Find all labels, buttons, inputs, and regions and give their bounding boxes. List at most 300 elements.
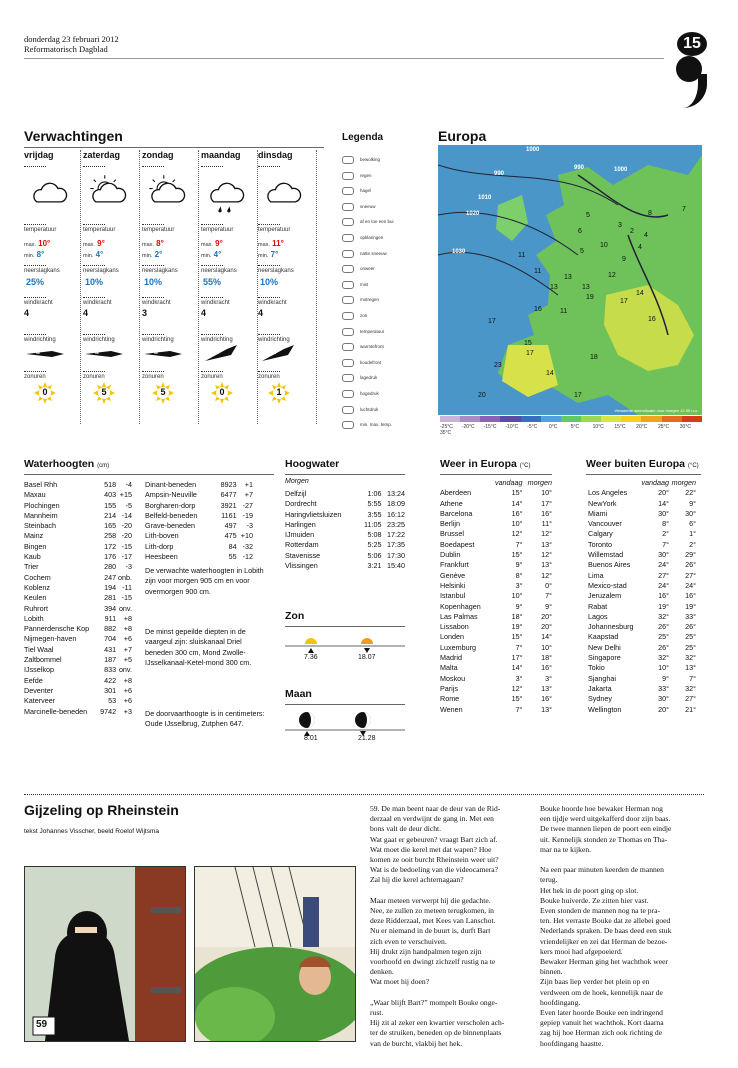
row-name: Rabat <box>588 601 608 611</box>
story-line: Nu er niemand in de buurt is, durft Bart <box>370 926 491 936</box>
table-row <box>588 540 696 550</box>
tide-table <box>285 489 405 571</box>
table-row <box>24 531 132 541</box>
table-row <box>588 488 696 498</box>
story-line: rust. <box>370 1008 384 1018</box>
row-value: 12° <box>511 529 523 539</box>
row-name: Calgary <box>588 529 613 539</box>
min-label: min. <box>142 253 153 259</box>
story-line: Nee, ze zullen zo meteen terugkomen, in <box>370 906 494 916</box>
max-temp <box>24 239 80 248</box>
max-value: 9° <box>97 239 105 248</box>
divider <box>258 166 280 167</box>
row-value: 11:05 <box>364 519 382 529</box>
sun-hours-badge <box>211 382 233 404</box>
table-row <box>588 550 696 560</box>
row-name: Harlingen <box>285 519 316 529</box>
row-value: -19 <box>242 510 253 520</box>
row-value: 16° <box>685 591 696 601</box>
legend-symbol-icon <box>342 359 354 367</box>
row-name: Pannerdensche Kop <box>24 624 90 634</box>
rain-chance: 10% <box>260 277 279 287</box>
rain-label: neerslagkans <box>142 268 178 274</box>
legend-item <box>342 421 392 429</box>
sun-title: Zon <box>285 610 305 622</box>
row-name: Lagos <box>588 611 608 621</box>
row-value: 13:24 <box>387 489 405 498</box>
row-value: 30° <box>658 508 669 518</box>
row-name: Plochingen <box>24 500 60 510</box>
legend-item <box>342 312 367 320</box>
scale-label: 35°C <box>440 430 452 436</box>
scale-swatch <box>601 416 621 422</box>
map-temperature: 13 <box>582 284 590 291</box>
row-value: 3921 <box>220 500 237 510</box>
max-label: max. <box>201 242 213 248</box>
wind-direction <box>24 345 80 363</box>
world-weather-rule <box>586 474 701 475</box>
row-name: Kaub <box>24 552 41 562</box>
map-temperature: 19 <box>586 294 594 301</box>
divider <box>24 265 46 266</box>
row-value: 475 <box>224 531 237 541</box>
table-row <box>285 499 405 509</box>
divider <box>142 297 164 298</box>
row-value: 5:08 <box>367 530 382 540</box>
row-name: Malta <box>440 663 458 673</box>
wooden-door <box>135 867 185 1041</box>
row-name: Mexico-stad <box>588 580 627 590</box>
divider <box>24 166 46 167</box>
sunset-icon <box>361 638 373 644</box>
story-line: voorhoofd en dwingt zichzelf rustig na te <box>370 957 496 967</box>
rain-cloud-icon <box>205 173 245 213</box>
legend-label: zon <box>360 313 368 319</box>
table-row <box>145 480 253 490</box>
temperature-scale <box>440 416 702 422</box>
row-value: 55 <box>228 552 237 562</box>
isobar-label: 990 <box>574 165 585 171</box>
world-weather-title-text: Weer buiten Europa <box>586 458 685 470</box>
row-value: 24° <box>658 560 669 570</box>
row-name: Genève <box>440 570 466 580</box>
row-value: 15° <box>511 550 523 560</box>
row-value: 20° <box>658 488 669 498</box>
table-row <box>285 561 405 571</box>
forecast-day <box>258 150 314 404</box>
sun-hours-badge <box>268 382 290 404</box>
map-temperature: 6 <box>578 228 582 235</box>
story-line: Wat is de bedoeling van die videocamera? <box>370 865 499 875</box>
legend-title: Legenda <box>342 132 384 143</box>
header-date: donderdag 23 februari 2012 <box>24 34 119 44</box>
table-row <box>24 614 132 624</box>
table-row <box>588 581 696 591</box>
row-value: 833 <box>104 665 117 675</box>
legend-symbol-icon <box>342 234 354 242</box>
legend-symbol-icon <box>342 374 354 382</box>
row-name: Vlissingen <box>285 561 318 571</box>
story-line: hoofdingang haastte. <box>540 1038 604 1048</box>
story-line: Bewaker Herman ging het wachthok weer <box>540 957 668 967</box>
comic-panel-1-art <box>25 867 185 1041</box>
legend-label: onweer <box>360 266 375 272</box>
row-name: Los Angeles <box>588 488 628 498</box>
story-line: Na een paar minuten keerden de mannen <box>540 865 664 875</box>
table-row <box>440 622 552 632</box>
table-row <box>440 591 552 601</box>
row-value: 27° <box>685 570 696 580</box>
table-row <box>588 602 696 612</box>
table-row <box>588 591 696 601</box>
row-value: 194 <box>104 582 117 592</box>
guard-figure <box>303 897 319 947</box>
rain-chance: 25% <box>26 277 45 287</box>
row-value: 172 <box>104 541 117 551</box>
row-value: 33° <box>658 683 669 693</box>
forecast-day <box>83 150 139 404</box>
divider <box>24 371 46 372</box>
table-row <box>24 593 132 603</box>
story-col-1 <box>370 804 530 1049</box>
row-name: Zaltbommel <box>24 655 62 665</box>
sun-hours-label: zonuren <box>201 374 223 380</box>
temp-label: temperatuur <box>83 227 116 233</box>
divider <box>258 224 280 225</box>
door-hinge <box>151 987 181 993</box>
story-line: Bouke huiverde. Ze zitten hier vast. <box>540 895 649 905</box>
row-name: Barcelona <box>440 508 473 518</box>
row-value: 18:09 <box>387 499 405 509</box>
row-value: -5 <box>125 500 132 510</box>
col-tomorrow: morgen <box>671 478 696 487</box>
story-line: Wat gaat er gebeuren? vraagt Bart zich af. <box>370 834 498 844</box>
sunset-time: 18.07 <box>358 654 376 661</box>
table-row <box>588 632 696 642</box>
sun-hours-badge <box>93 382 115 404</box>
sun-diagram <box>285 630 405 660</box>
table-row <box>588 612 696 622</box>
row-value: 16° <box>541 694 552 704</box>
divider <box>258 334 280 335</box>
row-value: 155 <box>104 500 117 510</box>
legend-symbol-icon <box>342 281 354 289</box>
table-row <box>24 542 132 552</box>
legend-label: temperatuur <box>360 328 385 334</box>
row-value: 53 <box>108 696 117 706</box>
day-separator <box>257 150 258 424</box>
row-name: Berlijn <box>440 519 460 529</box>
row-value: 33° <box>685 611 696 621</box>
row-name: Maxau <box>24 490 46 500</box>
temp-label: temperatuur <box>258 227 291 233</box>
sun-hours: 0 <box>42 387 48 397</box>
scale-label: 30°C <box>679 424 691 430</box>
wind-direction <box>201 345 257 363</box>
row-value: 6° <box>689 519 696 529</box>
wind-arrow-icon <box>201 345 241 363</box>
row-value: 13° <box>541 704 552 714</box>
row-name: Grave-beneden <box>145 521 195 531</box>
story-line: zich even te verschuiven. <box>370 936 447 946</box>
map-temperature: 16 <box>648 316 656 323</box>
max-label: max. <box>24 242 36 248</box>
row-value: 9° <box>545 601 552 611</box>
legend-label: regen <box>360 172 372 178</box>
legend-symbol-icon <box>342 421 354 429</box>
row-name: Istanbul <box>440 591 466 601</box>
table-row <box>24 655 132 665</box>
max-temp <box>258 239 314 248</box>
legend-label: motregen <box>360 297 380 303</box>
legend-symbol-icon <box>342 328 354 336</box>
row-value: 280 <box>104 562 117 572</box>
min-value: 8° <box>36 250 45 259</box>
row-name: Rome <box>440 694 460 704</box>
tide-subtitle: Morgen <box>285 478 309 485</box>
row-value: 24° <box>685 580 696 590</box>
legend-symbol-icon <box>342 406 354 414</box>
row-value: 16° <box>658 591 669 601</box>
sunrise-arrow-icon <box>308 648 314 653</box>
min-value: 4° <box>213 250 222 259</box>
wind-arrow-icon <box>258 345 298 363</box>
row-value: 2° <box>689 539 696 549</box>
row-value: 8923 <box>220 480 237 489</box>
row-value: 19° <box>685 601 696 611</box>
divider <box>24 224 46 225</box>
row-name: Athene <box>440 498 463 508</box>
row-value: 258 <box>104 531 117 541</box>
story-line: Wat moet hij doen? <box>370 977 430 987</box>
wind-force: 3 <box>142 308 148 318</box>
row-value: 12° <box>541 550 552 560</box>
legend-label: natte sneeuw <box>360 250 387 256</box>
table-row <box>285 551 405 561</box>
row-name: Koblenz <box>24 582 50 592</box>
legend-symbol-icon <box>342 390 354 398</box>
row-value: 32° <box>685 653 696 663</box>
row-value: 18° <box>511 611 523 621</box>
row-value: 281 <box>104 593 117 603</box>
row-value: -27 <box>242 500 253 510</box>
row-value: 9° <box>515 560 523 570</box>
story-line: Even stonden de mannen nog na te pra- <box>540 906 660 916</box>
row-value: 165 <box>104 521 117 531</box>
row-value: 6477 <box>220 490 237 500</box>
wind-direction-text: w <box>154 350 158 356</box>
table-row <box>588 674 696 684</box>
scale-swatch <box>662 416 682 422</box>
row-value: 3° <box>515 673 523 683</box>
row-value: 7° <box>689 673 696 683</box>
sun-cloud-icon <box>146 173 186 213</box>
story-line <box>540 855 705 865</box>
table-row <box>24 583 132 593</box>
min-label: min. <box>24 253 35 259</box>
scale-swatch <box>500 416 520 422</box>
divider <box>201 297 223 298</box>
row-name: Jakarta <box>588 683 612 693</box>
min-temp <box>83 250 139 259</box>
story-line: zag hij hoe Herman zich ook richting de <box>540 1028 663 1038</box>
table-row <box>24 686 132 696</box>
row-value: 21° <box>685 704 696 714</box>
wind-label: windkracht <box>83 300 112 306</box>
legend-symbol-icon <box>342 187 354 195</box>
water-unit: (cm) <box>97 463 110 469</box>
scale-label: -20°C <box>461 424 475 430</box>
story-line: van de burcht, vlakbij het hek. <box>370 1038 463 1048</box>
divider <box>201 224 223 225</box>
divider <box>258 371 280 372</box>
row-name: Mannheim <box>24 510 58 520</box>
row-name: Willemstad <box>588 550 624 560</box>
divider <box>258 265 280 266</box>
row-name: Buenos Aires <box>588 560 631 570</box>
temp-label: temperatuur <box>24 227 57 233</box>
table-row <box>24 645 132 655</box>
row-value: 20° <box>541 611 552 621</box>
max-temp <box>201 239 257 248</box>
row-value: 17° <box>541 498 552 508</box>
row-name: Londen <box>440 632 464 642</box>
min-label: min. <box>201 253 212 259</box>
table-row <box>285 540 405 550</box>
max-label: max. <box>142 242 154 248</box>
story-line: gepiep vanuit het wachthok. Kort daarna <box>540 1018 664 1028</box>
row-value: 27° <box>685 694 696 704</box>
rain-chance: 55% <box>203 277 222 287</box>
table-row <box>588 571 696 581</box>
table-row <box>24 490 132 500</box>
legend-item <box>342 359 381 367</box>
row-value: -11 <box>122 582 132 592</box>
isobar-label: 990 <box>494 171 505 177</box>
row-value: 247 <box>104 572 117 582</box>
row-value: +15 <box>119 490 132 500</box>
sun-hours-label: zonuren <box>24 374 46 380</box>
map-temperature: 9 <box>622 256 626 263</box>
story-line: Maar meteen verwerpt hij die gedachte. <box>370 895 491 905</box>
row-value: +7 <box>123 644 132 654</box>
row-name: Jeruzalem <box>588 591 622 601</box>
min-label: min. <box>258 253 269 259</box>
col-tomorrow: morgen <box>527 478 552 487</box>
row-value: 0° <box>545 580 552 590</box>
table-row <box>440 540 552 550</box>
row-value: 10° <box>541 488 552 498</box>
row-name: Aberdeen <box>440 488 472 498</box>
world-weather-unit: (°C) <box>687 463 699 469</box>
legend-label: warmtefront <box>360 344 384 350</box>
isobar-label: 1020 <box>466 211 480 217</box>
row-value: +8 <box>123 675 132 685</box>
scale-label: 10°C <box>592 424 604 430</box>
table-row <box>24 676 132 686</box>
table-row <box>24 562 132 572</box>
row-name: Lith-dorp <box>145 541 174 551</box>
direction-label: windrichting <box>24 337 56 343</box>
row-value: 19° <box>511 622 523 632</box>
scale-label: 25°C <box>657 424 670 430</box>
story-line: terug. <box>540 875 558 885</box>
story-col-2 <box>540 804 705 1049</box>
map-temperature: 10 <box>600 242 608 249</box>
row-value: 3° <box>515 580 523 590</box>
story-line: mar na te kijken. <box>540 844 592 854</box>
table-row <box>440 488 552 498</box>
row-value: 176 <box>104 552 117 562</box>
row-name: Sjanghai <box>588 673 616 683</box>
min-value: 4° <box>95 250 104 259</box>
story-line: Het hek in de poort ging op slot. <box>540 885 639 895</box>
row-name: Lima <box>588 570 604 580</box>
row-value: 14° <box>511 663 523 673</box>
row-value: 10° <box>541 642 552 652</box>
scale-swatch <box>480 416 500 422</box>
scale-swatch <box>682 416 702 422</box>
table-row <box>285 520 405 530</box>
map-temperature: 15 <box>524 340 532 347</box>
col-today: vandaag <box>641 478 669 487</box>
legend-label: hogedruk <box>360 391 379 397</box>
row-value: 7° <box>545 591 552 601</box>
map-temperature: 11 <box>534 268 542 275</box>
day-separator <box>80 150 81 424</box>
story-line: Zijn baas liep verder het plein op en <box>540 977 650 987</box>
wind-direction-text: w <box>36 350 40 356</box>
legend-item <box>342 187 371 195</box>
row-name: Keulen <box>24 593 47 603</box>
row-value: 32° <box>658 611 669 621</box>
row-value: 29° <box>685 550 696 560</box>
story-title: Gijzeling op Rheinstein <box>24 802 179 818</box>
row-value: +5 <box>123 655 132 665</box>
temp-label: temperatuur <box>201 227 234 233</box>
day-name: zaterdag <box>83 150 121 160</box>
row-value: 25° <box>658 632 669 642</box>
row-value: +6 <box>123 634 132 644</box>
sun-hours-badge <box>34 382 56 404</box>
legend-symbol-icon <box>342 312 354 320</box>
moonset-time: 21.28 <box>358 735 376 742</box>
direction-label: windrichting <box>201 337 233 343</box>
divider <box>142 334 164 335</box>
row-value: 10° <box>658 663 669 673</box>
row-value: 26° <box>685 560 696 570</box>
temperature-scale-labels <box>440 424 702 436</box>
isobar-label: 1030 <box>452 249 466 255</box>
legend-item <box>342 406 378 414</box>
rain-label: neerslagkans <box>258 268 294 274</box>
row-value: 12° <box>511 683 523 693</box>
row-name: Kaapstad <box>588 632 619 642</box>
legend-item <box>342 265 375 273</box>
row-value: 16° <box>541 508 552 518</box>
row-value: 5:25 <box>367 540 382 550</box>
table-row <box>285 530 405 540</box>
table-row <box>285 510 405 520</box>
row-name: Wellington <box>588 704 622 714</box>
temp-label: temperatuur <box>142 227 175 233</box>
wind-direction <box>258 345 314 363</box>
day-name: zondag <box>142 150 174 160</box>
row-name: Madrid <box>440 653 462 663</box>
table-row <box>440 694 552 704</box>
wind-force: 4 <box>83 308 89 318</box>
europe-weather-unit: (°C) <box>519 463 531 469</box>
